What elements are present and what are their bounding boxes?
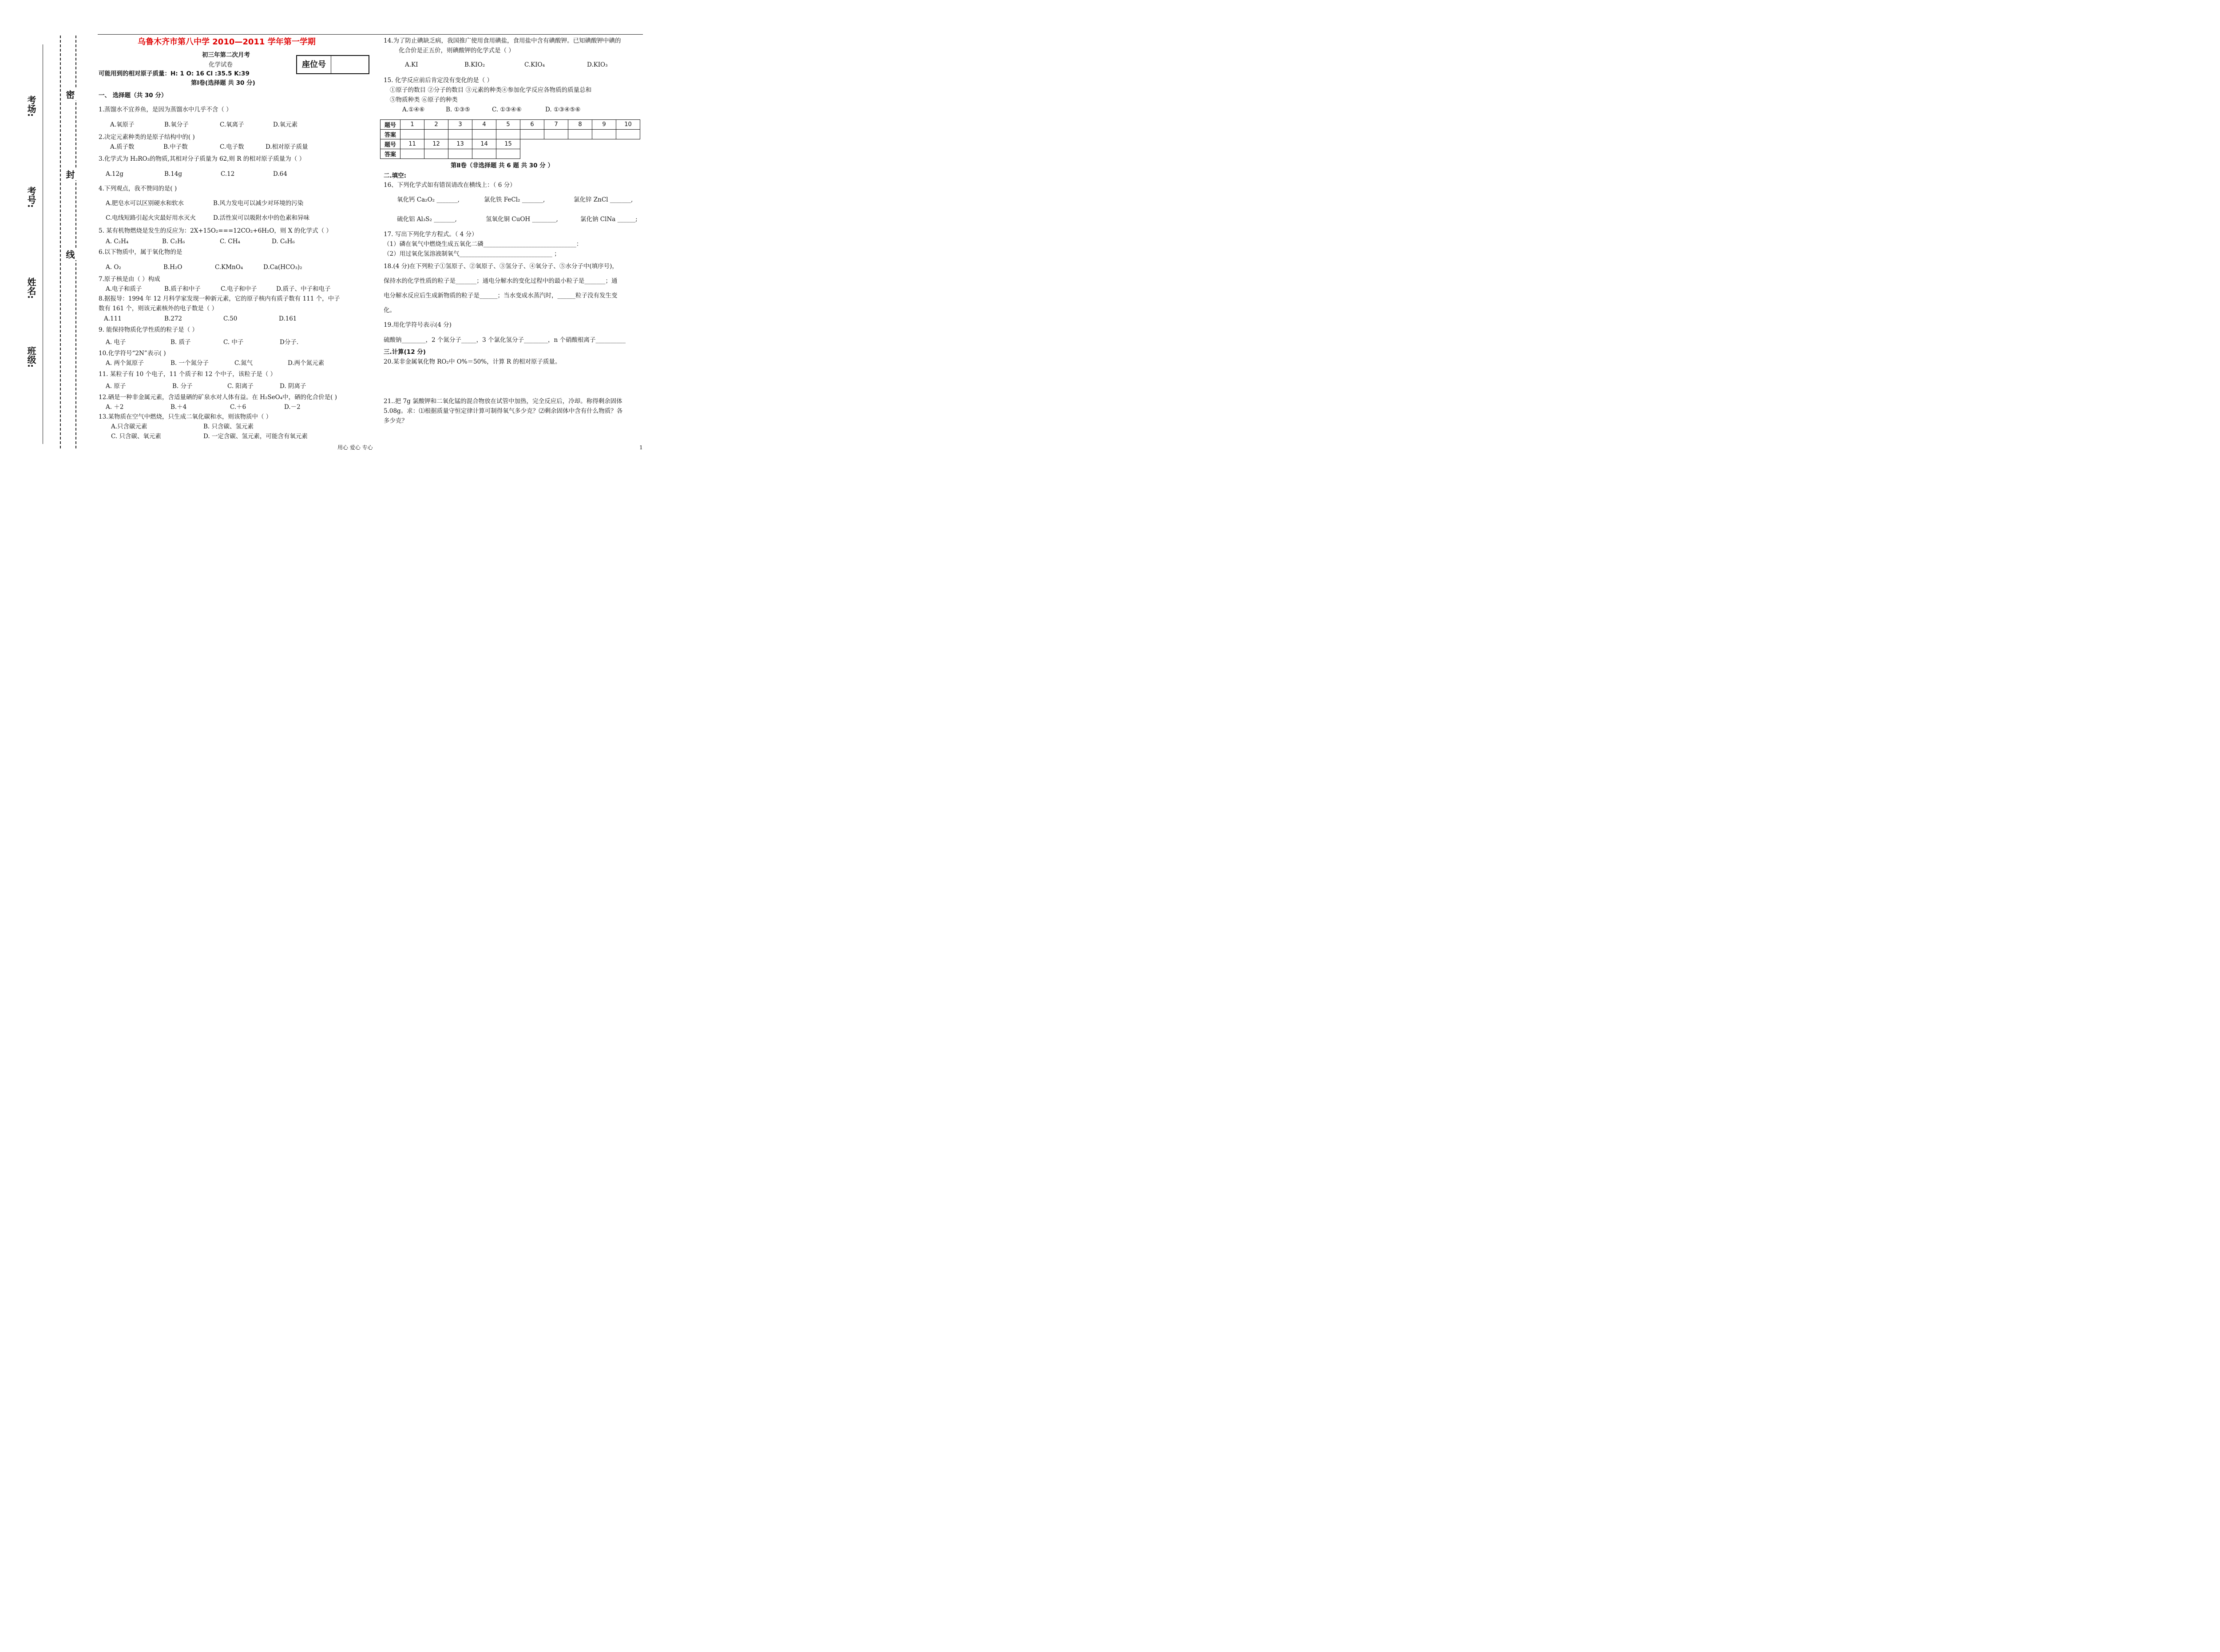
table-row bbox=[381, 139, 640, 149]
q1-stem: 1.蒸馏水不宜养鱼，是因为蒸馏水中几乎不含（ ） bbox=[99, 106, 232, 113]
answer-cell[interactable] bbox=[520, 130, 544, 139]
section1-title: 一、 选择题（共 30 分） bbox=[99, 92, 167, 99]
q2-option-b: B.中子数 bbox=[163, 143, 188, 151]
q10-option-a: A. 两个氮原子 bbox=[106, 360, 144, 367]
q12-stem: 12.硒是一种非金属元素，含适量硒的矿泉水对人体有益。在 H₂SeO₄中，硒的化合价是( ) bbox=[99, 394, 337, 401]
q15-option-d: D. ①③④⑤⑥ bbox=[545, 106, 581, 113]
answer-cell[interactable] bbox=[448, 130, 472, 139]
q3-stem: 3.化学式为 H₂RO₃的物质,其相对分子质量为 62,则 R 的相对原子质量为（ ） bbox=[99, 155, 305, 162]
table-cell: 1 bbox=[400, 120, 424, 130]
q8-option-b: B.272 bbox=[164, 315, 182, 322]
answer-cell[interactable] bbox=[496, 149, 520, 159]
seal-char-xian: 线 bbox=[63, 249, 76, 260]
q7-option-d: D.质子、中子和电子 bbox=[276, 285, 331, 293]
q3-option-d: D.64 bbox=[273, 170, 287, 178]
table-cell: 10 bbox=[616, 120, 640, 130]
q16-item-4: 硫化铝 Al₃S₂ _______, bbox=[397, 216, 457, 223]
q19-line: 硫酸钠________，2 个氮分子_____，3 个氯化氢分子________，n 个硝酸根离子__________ bbox=[384, 337, 626, 344]
table-cell: 15 bbox=[496, 139, 520, 149]
q17-part-1: （1）磷在氧气中燃烧生成五氧化二磷_______________________________： bbox=[384, 241, 583, 248]
q1-option-c: C.氧离子 bbox=[220, 121, 244, 128]
q6-stem: 6.以下物质中，属于氧化物的是 bbox=[99, 249, 182, 256]
q2-option-d: D.相对原子质量 bbox=[266, 143, 308, 151]
table-row bbox=[381, 149, 640, 159]
q6-option-c: C.KMnO₄ bbox=[215, 264, 243, 271]
q13-option-b: B. 只含碳、氢元素 bbox=[203, 423, 254, 430]
table-row bbox=[381, 120, 640, 130]
q14-stem-continued: 化合价是正五价，则碘酸钾的化学式是（ ） bbox=[399, 47, 515, 54]
q13-option-a: A.只含碳元素 bbox=[111, 423, 147, 430]
part1-title: 第Ⅰ卷(选择题 共 30 分) bbox=[191, 79, 255, 87]
q11-option-d: D. 阴离子 bbox=[280, 383, 306, 390]
q18-line-4: 化。 bbox=[384, 307, 396, 314]
q12-option-c: C.＋6 bbox=[230, 404, 246, 411]
q12-option-d: D.－2 bbox=[284, 404, 301, 411]
q15-option-b: B. ①③⑤ bbox=[446, 106, 470, 113]
table-cell-label: 答案 bbox=[381, 130, 400, 139]
table-cell: 3 bbox=[448, 120, 472, 130]
q3-option-b: B.14g bbox=[164, 170, 182, 178]
q6-option-b: B.H₂O bbox=[163, 264, 182, 271]
q11-option-a: A. 原子 bbox=[106, 383, 126, 390]
footer-motto: 用心 爱心 专心 bbox=[337, 444, 373, 451]
table-cell-label: 题号 bbox=[381, 120, 400, 130]
answer-table bbox=[380, 119, 640, 159]
q16-item-6: 氯化钠 ClNa ______; bbox=[580, 216, 638, 223]
q14-stem: 14.为了防止碘缺乏病，我国推广使用食用碘盐，食用盐中含有碘酸钾。已知碘酸钾中碘的 bbox=[384, 37, 621, 44]
seat-number-box bbox=[296, 55, 369, 74]
fill-section-title: 二.填空: bbox=[384, 172, 407, 179]
q8-stem: 8.据报导：1994 年 12 月科学家发现一种新元素，它的原子核内有质子数有 111 个，中子 bbox=[99, 295, 340, 302]
field-banji: 班级: bbox=[26, 346, 36, 368]
subject-title: 化学试卷 bbox=[209, 61, 233, 68]
q3-option-c: C.12 bbox=[221, 170, 235, 178]
q7-option-a: A.电子和质子 bbox=[106, 285, 142, 293]
answer-cell[interactable] bbox=[472, 130, 496, 139]
q8-option-a: A.111 bbox=[104, 315, 122, 322]
q4-option-b: B.风力发电可以减少对环境的污染 bbox=[213, 200, 304, 207]
q10-option-d: D.两个氮元素 bbox=[288, 360, 325, 367]
answer-cell[interactable] bbox=[496, 130, 520, 139]
q7-stem: 7.原子核是由（ ）构成 bbox=[99, 276, 160, 283]
field-kaohao: 考号: bbox=[26, 186, 36, 208]
q16-item-1: 氧化钙 Ca₂O₂ _______, bbox=[397, 196, 460, 203]
q11-option-c: C. 阳离子 bbox=[227, 383, 254, 390]
top-rule bbox=[98, 34, 643, 35]
q8-option-d: D.161 bbox=[279, 315, 297, 322]
q9-option-b: B. 质子 bbox=[170, 339, 191, 346]
q14-option-c: C.KIO₄ bbox=[524, 61, 545, 68]
q16-stem: 16、下列化学式如有错误请改在横线上：（ 6 分） bbox=[384, 182, 516, 189]
q9-option-c: C. 中子 bbox=[223, 339, 244, 346]
q15-option-c: C. ①③④⑥ bbox=[492, 106, 522, 113]
q12-option-b: B.＋4 bbox=[170, 404, 187, 411]
q9-option-d: D分子. bbox=[280, 339, 299, 346]
exam-name: 初三年第二次月考 bbox=[202, 52, 250, 59]
q14-option-b: B.KIO₂ bbox=[464, 61, 485, 68]
q1-option-d: D.氧元素 bbox=[273, 121, 298, 128]
seat-number-label: 座位号 bbox=[297, 56, 331, 73]
table-cell: 7 bbox=[544, 120, 568, 130]
q5-option-a: A. C₂H₄ bbox=[106, 238, 129, 245]
q7-option-b: B.质子和中子 bbox=[164, 285, 201, 293]
q2-option-a: A.质子数 bbox=[110, 143, 135, 151]
q4-stem: 4.下列观点，我不赞同的是( ) bbox=[99, 185, 177, 192]
q1-option-a: A.氧原子 bbox=[110, 121, 135, 128]
q5-stem: 5. 某有机物燃烧是发生的反应为：2X+15O₂===12CO₂+6H₂O，则 X 的化学式（ ） bbox=[99, 227, 332, 234]
q4-option-c: C.电线短路引起火灾最好用水灭火 bbox=[106, 214, 196, 222]
q18-line-1: 18.(4 分)在下列粒子①氢原子、②氧原子、③氢分子、④氧分子、⑤水分子中(填序号)， bbox=[384, 263, 618, 270]
table-cell: 8 bbox=[568, 120, 592, 130]
table-cell: 11 bbox=[400, 139, 424, 149]
field-kaochang: 考场: bbox=[26, 95, 36, 117]
answer-cell[interactable] bbox=[448, 149, 472, 159]
q15-item-line2: ⑤物质种类 ⑥原子的种类 bbox=[390, 96, 458, 103]
table-cell: 6 bbox=[520, 120, 544, 130]
q7-option-c: C.电子和中子 bbox=[221, 285, 257, 293]
answer-cell[interactable] bbox=[424, 149, 448, 159]
q16-item-3: 氯化锌 ZnCl _______, bbox=[574, 196, 633, 203]
q5-option-c: C. CH₄ bbox=[220, 238, 240, 245]
q16-item-5: 氢氧化铜 CuOH ________, bbox=[486, 216, 558, 223]
seal-char-mi: 密 bbox=[63, 89, 76, 100]
table-cell-label: 题号 bbox=[381, 139, 400, 149]
q10-option-b: B. 一个氮分子 bbox=[170, 360, 209, 367]
q21-line-1: 21..把 7g 氯酸钾和二氧化锰的混合物放在试管中加热，完全反应后，冷却。称得剩余固体 bbox=[384, 398, 622, 405]
binding-dashed-line-1 bbox=[60, 36, 61, 448]
page-number: 1 bbox=[639, 444, 643, 451]
q15-option-a: A.①④⑥ bbox=[402, 106, 425, 113]
table-cell-label: 答案 bbox=[381, 149, 400, 159]
q20-stem: 20.某非金属氧化物 RO₂中 O%＝50%，计算 R 的相对原子质量。 bbox=[384, 358, 561, 365]
q14-option-d: D.KIO₃ bbox=[587, 61, 608, 68]
q15-stem: 15. 化学反应前后肯定没有变化的是（ ） bbox=[384, 77, 493, 84]
table-row bbox=[381, 130, 640, 139]
q1-option-b: B.氧分子 bbox=[164, 121, 189, 128]
q18-line-3: 电分解水反应后生成新物质的粒子是______；当水变成水蒸汽时，______粒子没有发生变 bbox=[384, 292, 618, 299]
answer-cell[interactable] bbox=[592, 130, 616, 139]
q10-option-c: C.氮气 bbox=[234, 360, 253, 367]
table-cell: 14 bbox=[472, 139, 496, 149]
q6-option-a: A. O₂ bbox=[106, 264, 121, 271]
seal-char-feng: 封 bbox=[63, 169, 76, 180]
school-title: 乌鲁木齐市第八中学 2010—2011 学年第一学期 bbox=[138, 37, 316, 47]
exam-page bbox=[0, 0, 686, 474]
q3-option-a: A.12g bbox=[106, 170, 123, 178]
q6-option-d: D.Ca(HCO₃)₂ bbox=[263, 264, 302, 271]
q2-stem: 2.决定元素种类的是原子结构中的( ) bbox=[99, 134, 195, 141]
table-cell: 5 bbox=[496, 120, 520, 130]
answer-cell[interactable] bbox=[472, 149, 496, 159]
q13-option-c: C. 只含碳、氧元素 bbox=[111, 433, 161, 440]
q4-option-d: D.活性炭可以吸附水中的色素和异味 bbox=[213, 214, 310, 222]
q5-option-b: B. C₂H₆ bbox=[162, 238, 185, 245]
answer-cell[interactable] bbox=[424, 130, 448, 139]
q17-part-2: （2）用过氧化氢溶液制氧气_______________________________ ； bbox=[384, 250, 560, 258]
q8-stem-continued: 数有 161 个，则该元素核外的电子数是（ ） bbox=[99, 305, 218, 312]
q12-option-a: A. ＋2 bbox=[106, 404, 124, 411]
table-cell: 4 bbox=[472, 120, 496, 130]
part2-title: 第Ⅱ卷（非选择题 共 6 题 共 30 分 ） bbox=[451, 162, 554, 169]
q4-option-a: A.肥皂水可以区别硬水和软水 bbox=[106, 200, 184, 207]
q14-option-a: A.KI bbox=[405, 61, 418, 68]
q5-option-d: D. C₆H₆ bbox=[272, 238, 295, 245]
table-cell: 2 bbox=[424, 120, 448, 130]
q2-option-c: C.电子数 bbox=[220, 143, 244, 151]
q19-stem: 19.用化学符号表示(4 分) bbox=[384, 321, 452, 329]
q13-option-d: D. 一定含碳、氢元素，可能含有氧元素 bbox=[203, 433, 308, 440]
field-xingming: 姓名: bbox=[26, 277, 36, 299]
table-cell: 13 bbox=[448, 139, 472, 149]
q10-stem: 10.化学符号“2N”表示( ) bbox=[99, 350, 166, 357]
q17-stem: 17. 写出下列化学方程式。（ 4 分） bbox=[384, 231, 478, 238]
q15-item-line1: ①原子的数目 ②分子的数目 ③元素的种类④参加化学反应各物质的质量总和 bbox=[390, 87, 592, 94]
q9-stem: 9. 能保持物质化学性质的粒子是（ ） bbox=[99, 326, 198, 333]
answer-cell[interactable] bbox=[616, 130, 640, 139]
table-cell: 12 bbox=[424, 139, 448, 149]
atomic-mass-info: 可能用到的相对原子质量：H: 1 O: 16 Cl :35.5 K:39 bbox=[99, 70, 250, 77]
q16-item-2: 氯化铁 FeCl₂ _______, bbox=[484, 196, 545, 203]
table-cell: 9 bbox=[592, 120, 616, 130]
calc-section-title: 三.计算(12 分) bbox=[384, 349, 426, 356]
q21-line-2: 5.08g。求：⑴根据质量守恒定律计算可制得氧气多少克？⑵剩余固体中含有什么物质？各 bbox=[384, 408, 623, 415]
q21-line-3: 多少克？ bbox=[384, 417, 408, 424]
q11-option-b: B. 分子 bbox=[172, 383, 193, 390]
q18-line-2: 保持水的化学性质的粒子是_______；通电分解水的变化过程中的最小粒子是_______；通 bbox=[384, 277, 618, 285]
answer-cell[interactable] bbox=[400, 149, 424, 159]
q11-stem: 11. 某粒子有 10 个电子，11 个质子和 12 个中子，该粒子是（ ） bbox=[99, 371, 277, 378]
q13-stem: 13.某物质在空气中燃烧，只生成二氧化碳和水，则该物质中（ ） bbox=[99, 413, 272, 420]
answer-cell[interactable] bbox=[400, 130, 424, 139]
answer-cell[interactable] bbox=[544, 130, 568, 139]
answer-cell[interactable] bbox=[568, 130, 592, 139]
q8-option-c: C.50 bbox=[223, 315, 238, 322]
q9-option-a: A. 电子 bbox=[106, 339, 126, 346]
